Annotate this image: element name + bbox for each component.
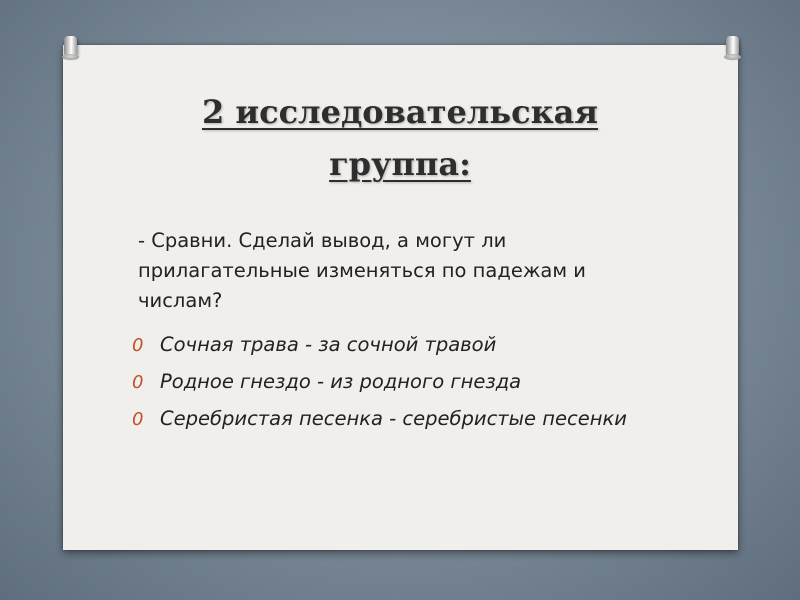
list-item-text: Родное гнездо - из родного гнезда [160,370,522,393]
pushpin-left-icon [64,36,77,56]
bullet-marker-icon: 0 [132,372,144,393]
pushpin-right-icon [726,36,739,56]
list-item [130,367,670,397]
title-line-1: 2 исследовательская [201,93,599,131]
bullet-marker-icon: 0 [132,409,144,430]
bullet-marker-icon: 0 [132,335,144,356]
list-item [130,404,670,434]
list-item-text: Серебристая песенка - серебристые песенки [160,407,627,430]
list-item-text: Сочная трава - за сочной травой [160,333,497,356]
slide-title [90,86,710,190]
title-line-2: группа: [329,145,471,183]
example-list [130,330,670,441]
list-item [130,330,670,360]
task-text: - Сравни. Сделай вывод, а могут ли прилагательные изменяться по падежам и числам? [138,229,586,312]
